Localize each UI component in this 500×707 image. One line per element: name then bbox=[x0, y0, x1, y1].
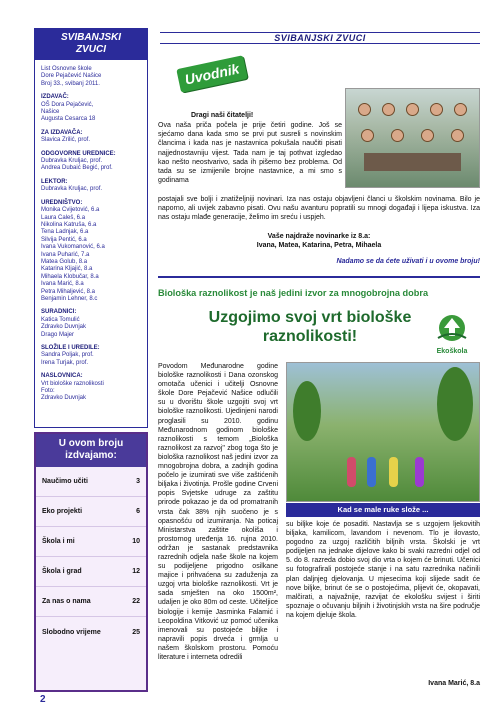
article-column-2: su biljke koje će posaditi. Nastavlja se s uzgojem ljekovitih biljaka, kamilicom, lavandom i nevenom. Tlo je ilovasto, pogodno za uzgoj različitih biljnih vrsta. Školski je vrt podijeljen na jednake dijelove kako bi svaki razredni odjel od 5. do 8. razreda dobio svoj dio vrta o kojem će brinuti. Učenici su fotografirali postojeće stanje i na satu razrednika načinili plan daljnjeg djelovanja. U mjesecima koji slijede sadit će nove biljke, brinut će se o postojećima, plijevit će, okopavati, malčirati, a najvažnije, razvijat će ekološku svijest i širiti spoznaje o očuvanju biljnih i životinjskih vrsta na šire područje na kojem djeluje škola. bbox=[286, 521, 480, 619]
uvodnik-paragraph-1: Ova naša priča počela je prije četiri godine. Još se sjećamo dana kada smo se prvi put susreli s novinskim člancima i kada nas je nastavnica pokušala naučiti pisati najjednostavniju vijest. Tada nam je taj pothvat izgledao kao nešto neostvarivo, sada ih pišemo bez problema. Od tada su se izmijenile brojne nastavnice, a mi smo s godinama bbox=[158, 122, 342, 185]
impressum-line: Tena Ladnjak, 6.a bbox=[41, 229, 89, 236]
article-column-1: Povodom Međunarodne godine biološke raznolikosti i Dana ozonskog omotača učenici i učitelji Osnovne škole Dore Pejačević Našice odlučili su u dvorištu škole uzgojiti svoj vrt biološke raznolikosti. Ujedinjeni narodi proglasili su 2010. godinu Međunarodnom godinom biološke raznolikosti s temom „Biološka raznolikost za razvoj" zbog toga što je biološka raznolikost naš jedini izvor za mnogobrojna dobra, a zadnjih godina počelo je izumirati sve više zaštićenih biljaka i životinja. Prošle godine Crveni popis Svjetske udruge za zaštitu prirode pokazao je da od promatranih vrsta čak 38% njih suočeno je s opasnošću od izumiranja. Na poticaj Ministarstva zaštite okoliša i prostornog uređenja 16. rujna 2010. održan je sastanak predstavnika razrednih odjela naše škole na kojem su podijeljene prigodno osilkane majice i prihvaćena su zaduženja za uzgoj vrta biološke raznolikosti. Vrt je sada smješten na oko 1500m², udaljen je oko 80m od ceste. Učiteljice biologije i kemije Jasminka Falamić i Leopoldina Vitković uz pomoć učenika imenovali su postojeće biljke i napravili popis drveća i grmlja u našem školskom prostoru. Pomoću literature i interneta odredili bbox=[158, 363, 278, 661]
in-this-issue-label: Slobodno vrijeme bbox=[42, 628, 101, 636]
impressum-line: Dubravka Kruljac, prof. bbox=[41, 186, 103, 193]
impressum-heading: LEKTOR: bbox=[41, 178, 68, 185]
in-this-issue-item bbox=[36, 497, 146, 527]
in-this-issue-page: 22 bbox=[132, 598, 140, 605]
impressum-line: Silvija Pentić, 6.a bbox=[41, 236, 87, 243]
in-this-issue-page: 3 bbox=[136, 478, 140, 485]
in-this-issue-page: 25 bbox=[132, 628, 140, 636]
in-this-issue-box bbox=[34, 432, 148, 692]
in-this-issue-title: U ovom broju izdvajamo: bbox=[36, 434, 146, 467]
impressum-line: Vrt biološke raznolikosti bbox=[41, 380, 104, 387]
impressum-line: Nikolina Katruša, 6.a bbox=[41, 221, 97, 228]
impressum-heading: ZA IZDAVAČA: bbox=[41, 129, 83, 136]
impressum-line: Slavica Zrilić, prof. bbox=[41, 137, 91, 144]
impressum-line: Augusta Cesarca 18 bbox=[41, 116, 96, 123]
photo-caption: Kad se male ruke slože ... bbox=[286, 503, 480, 517]
in-this-issue-page: 10 bbox=[132, 538, 140, 545]
impressum-line: Sandra Poljak, prof. bbox=[41, 352, 94, 359]
uvodnik-closing: Nadamo se da ćete uživati i u ovome broju! bbox=[336, 258, 480, 265]
masthead-title-1: SVIBANJSKI bbox=[60, 32, 121, 43]
impressum-line: Andrea Dubaić Begić, prof. bbox=[41, 165, 113, 172]
impressum-line: Katarina Kljajić, 8.a bbox=[41, 266, 93, 273]
impressum-line: Dubravka Kruljac, prof. bbox=[41, 158, 103, 165]
in-this-issue-label: Škola i mi bbox=[42, 538, 75, 545]
in-this-issue-item bbox=[36, 557, 146, 587]
impressum-line: Zdravko Duvnjak bbox=[41, 324, 87, 331]
impressum-block bbox=[41, 66, 141, 88]
uvodnik-badge: Uvodnik bbox=[176, 55, 248, 93]
in-this-issue-item bbox=[36, 587, 146, 617]
impressum-line: OŠ Dora Pejačević, bbox=[41, 101, 94, 108]
impressum-block bbox=[41, 373, 141, 403]
in-this-issue-item bbox=[36, 467, 146, 497]
impressum-line: Ivana Vukomanović, 6.a bbox=[41, 244, 105, 251]
impressum-block bbox=[41, 200, 141, 304]
impressum-line: Monika Cvijetović, 6.a bbox=[41, 207, 100, 214]
impressum-line: Foto: bbox=[41, 388, 55, 395]
impressum-heading: NASLOVNICA: bbox=[41, 373, 83, 380]
impressum-block bbox=[41, 309, 141, 339]
running-header: SVIBANJSKI ZVUCI bbox=[160, 32, 480, 44]
garden-photo bbox=[286, 362, 480, 502]
impressum-block bbox=[41, 179, 141, 194]
impressum-heading: SURADNICI: bbox=[41, 309, 77, 316]
uvodnik-paragraph-2: postajali sve bolji i znatiželjniji novinari. Iza nas ostaju objavljeni članci u školskim novinama. Bilo je naporno, ali uvijek zabavno pisati. Ovu našu avanturu popratili su mnogi događaji i lijepa iskustva. Iza nas ostaju mlađe generacije, želimo im sreću i uspjeh. bbox=[158, 196, 480, 222]
in-this-issue-item bbox=[36, 527, 146, 557]
in-this-issue-page: 6 bbox=[136, 508, 140, 515]
impressum-line: Drago Majer bbox=[41, 331, 75, 338]
impressum-line: Broj 33., svibanj 2011. bbox=[41, 80, 100, 87]
impressum-block bbox=[41, 151, 141, 173]
impressum-line: Petra Mihaljević, 8.a bbox=[41, 288, 96, 295]
article-kicker: Biološka raznolikost je naš jedini izvor za mnogobrojna dobra bbox=[158, 288, 429, 298]
impressum-line: Zdravko Duvnjak bbox=[41, 395, 87, 402]
impressum-line: List Osnovne škole bbox=[41, 66, 92, 72]
in-this-issue-label: Eko projekti bbox=[42, 508, 83, 515]
in-this-issue-label: Naučimo učiti bbox=[42, 478, 88, 485]
in-this-issue-label: Škola i grad bbox=[42, 568, 82, 575]
impressum-line: Katica Tomulić bbox=[41, 316, 80, 323]
article-author: Ivana Marić, 8.a bbox=[428, 680, 480, 687]
impressum-line: Benjamin Lehner, 8.c bbox=[41, 295, 98, 302]
masthead-title-2: ZVUCI bbox=[76, 44, 106, 55]
impressum-box bbox=[34, 28, 148, 428]
impressum-heading: ODGOVORNE UREDNICE: bbox=[41, 150, 116, 157]
impressum-block bbox=[41, 94, 141, 124]
in-this-issue-item bbox=[36, 617, 146, 647]
impressum-line: Dore Pejačević Našice bbox=[41, 73, 102, 80]
page-number: 2 bbox=[40, 694, 46, 705]
impressum-line: Matea Golub, 8.a bbox=[41, 258, 88, 265]
impressum-block bbox=[41, 130, 141, 145]
ekoskola-logo-text: Ekoškola bbox=[436, 348, 468, 355]
in-this-issue-page: 12 bbox=[132, 568, 140, 575]
masthead bbox=[35, 29, 147, 60]
in-this-issue-list bbox=[36, 467, 146, 647]
impressum-heading: IZDAVAČ: bbox=[41, 94, 69, 101]
impressum-heading: UREDNIŠTVO: bbox=[41, 199, 83, 206]
uvodnik-signature-2: Ivana, Matea, Katarina, Petra, Mihaela bbox=[256, 242, 382, 249]
impressum-line: Našice bbox=[41, 109, 60, 116]
group-photo bbox=[345, 88, 480, 188]
uvodnik-signature-1: Vaše najdraže novinarke iz 8.a: bbox=[267, 233, 371, 240]
impressum-line: Laura Caleš, 6.a bbox=[41, 214, 86, 221]
impressum-list bbox=[41, 66, 141, 403]
article-title: Uzgojimo svoj vrt biološke raznolikosti! bbox=[208, 309, 412, 345]
impressum-heading: SLOŽILE I UREDILE: bbox=[41, 345, 100, 351]
impressum-line: Ivana Puharić, 7.a bbox=[41, 251, 90, 258]
impressum-line: Irena Turjak, prof. bbox=[41, 359, 89, 366]
ekoskola-logo bbox=[424, 312, 480, 360]
impressum-line: Mihaela Klobučar, 8.a bbox=[41, 273, 99, 280]
impressum-line: Ivana Marić, 8.a bbox=[41, 281, 84, 288]
impressum-block bbox=[41, 345, 141, 367]
section-divider bbox=[158, 276, 480, 278]
in-this-issue-label: Za nas o nama bbox=[42, 598, 91, 605]
uvodnik-greeting: Dragi naši čitatelji! bbox=[191, 112, 254, 119]
